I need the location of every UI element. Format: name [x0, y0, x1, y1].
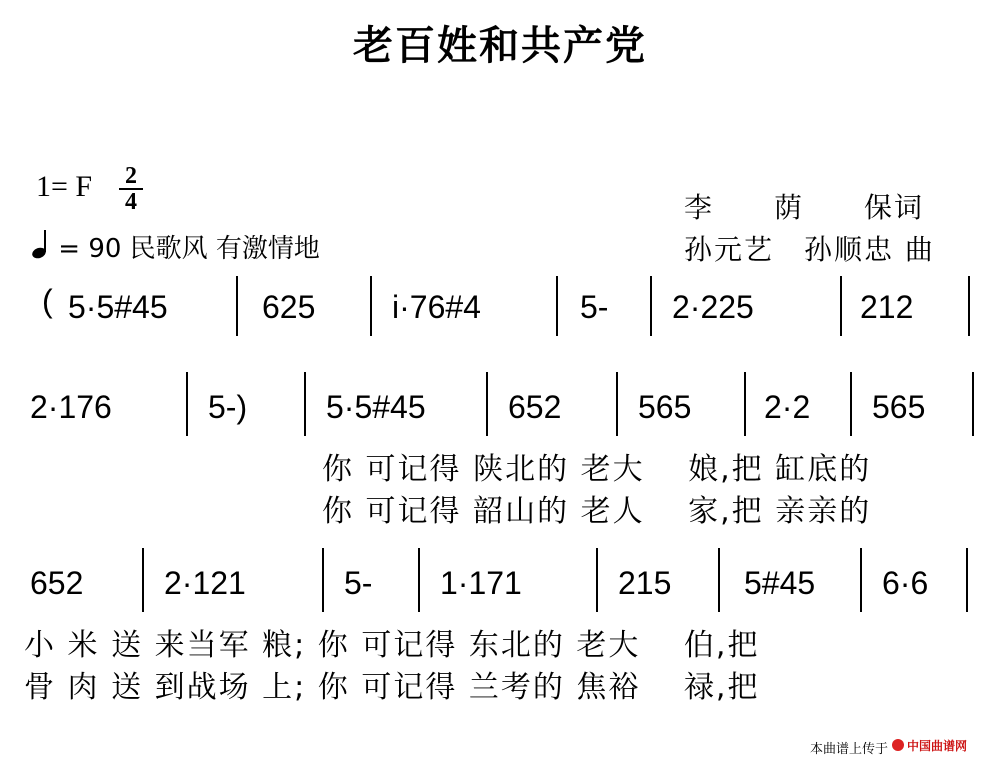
measure: i·76#4	[392, 289, 481, 325]
lyricist-credit: 李 荫 保词	[684, 191, 925, 224]
lyric-line: 你 可记得 韶山的 老人 家,把 亲亲的	[322, 494, 872, 529]
open-paren: (	[42, 283, 53, 319]
key-signature: 1= F	[36, 170, 93, 203]
site-logo-icon	[892, 739, 904, 751]
measure: 5·5#45	[68, 289, 168, 325]
site-logo-text: 中国曲谱网	[907, 738, 968, 753]
lyric-line: 骨 肉 送 到战场 上; 你 可记得 兰考的 焦裕 禄,把	[24, 670, 760, 705]
measure: 215	[618, 565, 672, 601]
lyric-line: 你 可记得 陕北的 老大 娘,把 缸底的	[322, 452, 872, 487]
barline	[142, 548, 144, 612]
measure: 565	[872, 389, 926, 425]
measure: 565	[638, 389, 692, 425]
time-signature-denominator: 4	[125, 189, 137, 215]
lyric-line: 小 米 送 来当军 粮; 你 可记得 东北的 老大 伯,把	[24, 628, 760, 663]
barline	[418, 548, 420, 612]
measure: 652	[30, 565, 84, 601]
measure: 2·121	[164, 565, 246, 601]
measure: 2·176	[30, 389, 112, 425]
tempo-style: 民歌风 有激情地	[129, 234, 320, 264]
barline	[718, 548, 720, 612]
measure: 5#45	[744, 565, 816, 601]
measure: 2·225	[672, 289, 754, 325]
footer-upload-text: 本曲谱上传于	[810, 742, 889, 757]
time-signature-numerator: 2	[125, 163, 137, 189]
barline	[322, 548, 324, 612]
song-title: 老百姓和共产党	[353, 22, 647, 69]
measure: 5·5#45	[326, 389, 426, 425]
tempo-value: = 90	[58, 234, 122, 264]
measure: 5-)	[208, 389, 248, 425]
measure: 625	[262, 289, 316, 325]
measure: 6·6	[882, 565, 929, 601]
composer-credit: 孙元艺 孙顺忠 曲	[684, 233, 935, 266]
measure: 1·171	[440, 565, 522, 601]
measure: 2·2	[764, 389, 811, 425]
measure: 5-	[580, 289, 609, 325]
barline	[596, 548, 598, 612]
barline	[860, 548, 862, 612]
site-logo	[892, 736, 967, 754]
measure: 212	[860, 289, 914, 325]
measure: 652	[508, 389, 562, 425]
barline	[966, 548, 968, 612]
measure: 5-	[344, 565, 373, 601]
